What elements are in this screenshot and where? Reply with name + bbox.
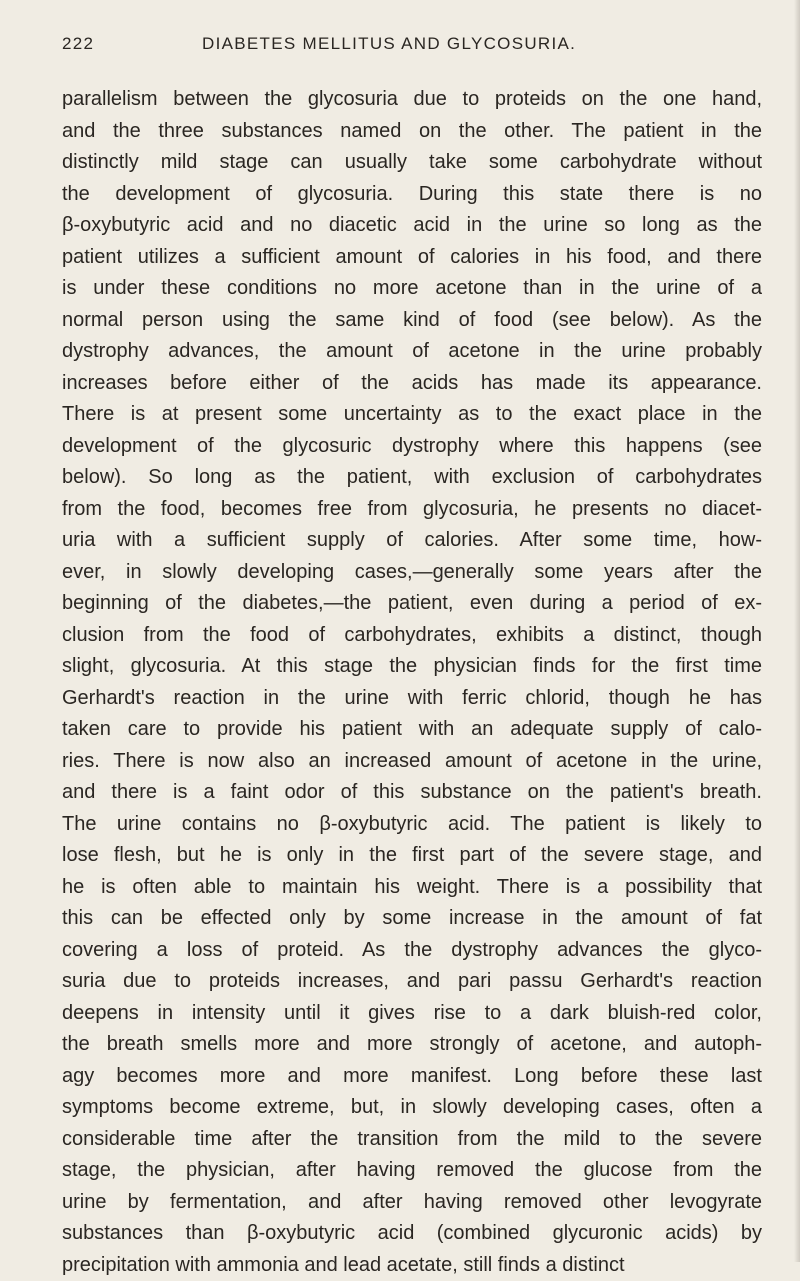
text-line: beginning of the diabetes,—the patient, even during a period of ex- xyxy=(62,588,762,620)
text-line: deepens in intensity until it gives rise to a dark bluish-red color, xyxy=(62,998,762,1030)
page-number: 222 xyxy=(62,34,94,54)
text-line: substances than β-oxybutyric acid (combined glycuronic acids) by xyxy=(62,1218,762,1250)
text-line: agy becomes more and more manifest. Long before these last xyxy=(62,1061,762,1093)
text-line: dystrophy advances, the amount of acetone in the urine probably xyxy=(62,336,762,368)
text-line: symptoms become extreme, but, in slowly developing cases, often a xyxy=(62,1092,762,1124)
text-line: ever, in slowly developing cases,—generally some years after the xyxy=(62,557,762,589)
text-line: stage, the physician, after having removed the glucose from the xyxy=(62,1155,762,1187)
running-header xyxy=(62,34,762,58)
text-line: this can be effected only by some increase in the amount of fat xyxy=(62,903,762,935)
text-line: precipitation with ammonia and lead acetate, still finds a distinct xyxy=(62,1250,762,1281)
text-line: is under these conditions no more acetone than in the urine of a xyxy=(62,273,762,305)
text-line: uria with a sufficient supply of calories. After some time, how- xyxy=(62,525,762,557)
text-line: ries. There is now also an increased amount of acetone in the urine, xyxy=(62,746,762,778)
text-line: clusion from the food of carbohydrates, exhibits a distinct, though xyxy=(62,620,762,652)
text-line: below). So long as the patient, with exclusion of carbohydrates xyxy=(62,462,762,494)
text-line: development of the glycosuric dystrophy where this happens (see xyxy=(62,431,762,463)
text-line: the development of glycosuria. During this state there is no xyxy=(62,179,762,211)
running-title: DIABETES MELLITUS AND GLYCOSURIA. xyxy=(202,34,576,54)
text-line: patient utilizes a sufficient amount of calories in his food, and there xyxy=(62,242,762,274)
body-paragraph xyxy=(62,84,762,1281)
text-line: and the three substances named on the other. The patient in the xyxy=(62,116,762,148)
text-line: suria due to proteids increases, and pari passu Gerhardt's reaction xyxy=(62,966,762,998)
text-line: normal person using the same kind of food (see below). As the xyxy=(62,305,762,337)
text-line: The urine contains no β-oxybutyric acid. The patient is likely to xyxy=(62,809,762,841)
text-line: covering a loss of proteid. As the dystrophy advances the glyco- xyxy=(62,935,762,967)
text-line: increases before either of the acids has made its appearance. xyxy=(62,368,762,400)
text-line: he is often able to maintain his weight. There is a possibility that xyxy=(62,872,762,904)
text-line: There is at present some uncertainty as to the exact place in the xyxy=(62,399,762,431)
page-edge-shadow xyxy=(794,0,800,1262)
text-line: the breath smells more and more strongly of acetone, and autoph- xyxy=(62,1029,762,1061)
text-line: lose flesh, but he is only in the first part of the severe stage, and xyxy=(62,840,762,872)
text-line: taken care to provide his patient with an adequate supply of calo- xyxy=(62,714,762,746)
text-line: and there is a faint odor of this substance on the patient's breath. xyxy=(62,777,762,809)
text-line: considerable time after the transition from the mild to the severe xyxy=(62,1124,762,1156)
text-line: parallelism between the glycosuria due to proteids on the one hand, xyxy=(62,84,762,116)
text-line: β-oxybutyric acid and no diacetic acid in the urine so long as the xyxy=(62,210,762,242)
text-line: urine by fermentation, and after having removed other levogyrate xyxy=(62,1187,762,1219)
text-line: from the food, becomes free from glycosuria, he presents no diacet- xyxy=(62,494,762,526)
text-line: Gerhardt's reaction in the urine with ferric chlorid, though he has xyxy=(62,683,762,715)
text-line: distinctly mild stage can usually take some carbohydrate without xyxy=(62,147,762,179)
text-line: slight, glycosuria. At this stage the physician finds for the first time xyxy=(62,651,762,683)
